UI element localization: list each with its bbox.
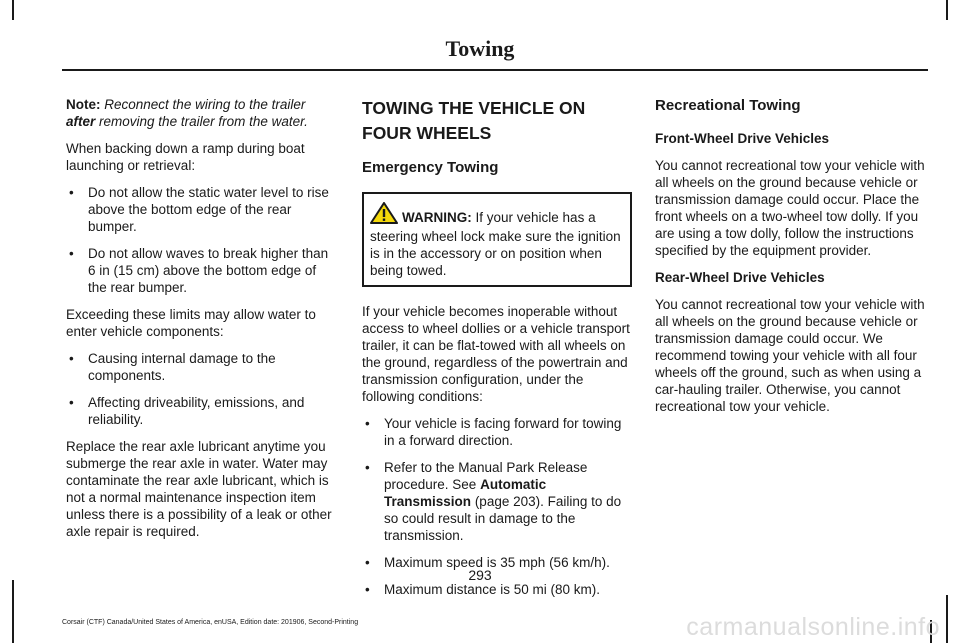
bullet-text-b: (page 203). Failing to do so could result in damage to the transmission. (384, 494, 622, 543)
list-item: • Do not allow the static water level to rise above the bottom edge of the rear bumper. (66, 184, 338, 235)
note-text-a: Reconnect the wiring to the trailer (104, 97, 306, 112)
fwd-heading: Front-Wheel Drive Vehicles (655, 131, 830, 146)
exceed-paragraph: Exceeding these limits may allow water to enter vehicle components: (66, 307, 316, 339)
list-item (362, 459, 632, 544)
column-middle (362, 96, 632, 608)
warning-label: WARNING: (402, 210, 472, 225)
watermark: carmanualsonline.info (686, 613, 940, 641)
list-item: • Do not allow waves to break higher than 6 in (15 cm) above the bottom edge of the rear bumper. (66, 245, 338, 296)
warning-text: If your vehicle has a steering wheel lock make sure the ignition is in the accessory or on position when being towed. (370, 210, 621, 278)
page-header-title: Towing (445, 36, 515, 61)
note-text-b: removing the trailer from the water. (99, 114, 308, 129)
list-item: • Affecting driveability, emissions, and reliability. (66, 394, 338, 428)
automatic-transmission-link[interactable]: Automatic Transmission (384, 477, 547, 509)
list-item: • Causing internal damage to the components. (66, 350, 338, 384)
header-rule (62, 69, 928, 71)
crop-mark-bottom-right (946, 595, 948, 643)
note-paragraph (66, 96, 338, 130)
conditions-paragraph: If your vehicle becomes inoperable without access to wheel dollies or a vehicle transport trailer, it can be flat-towed with all wheels on the ground, regardless of the powertrain and transmission configuration, under the following conditions: (362, 304, 630, 404)
warning-triangle-icon (370, 202, 398, 228)
list-item: • Your vehicle is facing forward for towing in a forward direction. (362, 415, 632, 449)
page-number: 293 (468, 567, 492, 583)
bullet-text-a: Refer to the Manual Park Release procedure. See (384, 460, 588, 492)
column-left (66, 96, 338, 550)
subsection-heading: Emergency Towing (362, 159, 499, 176)
column-right (655, 96, 927, 425)
footer-edition-text: Corsair (CTF) Canada/United States of America, enUSA, Edition date: 201906, Second-Printing (62, 619, 359, 626)
warning-box (362, 192, 632, 287)
rwd-heading: Rear-Wheel Drive Vehicles (655, 270, 825, 285)
crop-mark-top-right (946, 0, 948, 20)
crop-mark-top-left (12, 0, 14, 20)
fwd-paragraph: You cannot recreational tow your vehicle with all wheels on the ground because vehicle or transmission damage could occur. Place the front wheels on a two-wheel tow dolly. If you are using a tow dolly, follow the instructions specified by the equipment provider. (655, 158, 925, 258)
bullet-list-components (66, 350, 338, 428)
rwd-paragraph: You cannot recreational tow your vehicle with all wheels on the ground because vehicle or transmission damage could occur. We recommend towing your vehicle with all four wheels off the ground, such as when using a car-hauling trailer. Otherwise, you cannot recreational tow your vehicle. (655, 297, 925, 414)
replace-paragraph: Replace the rear axle lubricant anytime you submerge the rear axle in water. Water may contaminate the rear axle lubricant, which is not a normal maintenance inspection item unless there is a possibility of a leak or other axle repair is required. (66, 439, 332, 539)
note-label: Note: (66, 97, 101, 112)
crop-mark-bottom-left (12, 580, 14, 643)
bullet-list-ramp (66, 184, 338, 296)
intro-paragraph: When backing down a ramp during boat launching or retrieval: (66, 141, 305, 173)
recreational-towing-heading: Recreational Towing (655, 97, 801, 114)
section-heading: TOWING THE VEHICLE ON FOUR WHEELS (362, 98, 586, 143)
list-item: • Maximum speed is 35 mph (56 km/h). (362, 554, 632, 571)
note-emphasis: after (66, 114, 96, 129)
list-item: • Maximum distance is 50 mi (80 km). (362, 581, 632, 598)
